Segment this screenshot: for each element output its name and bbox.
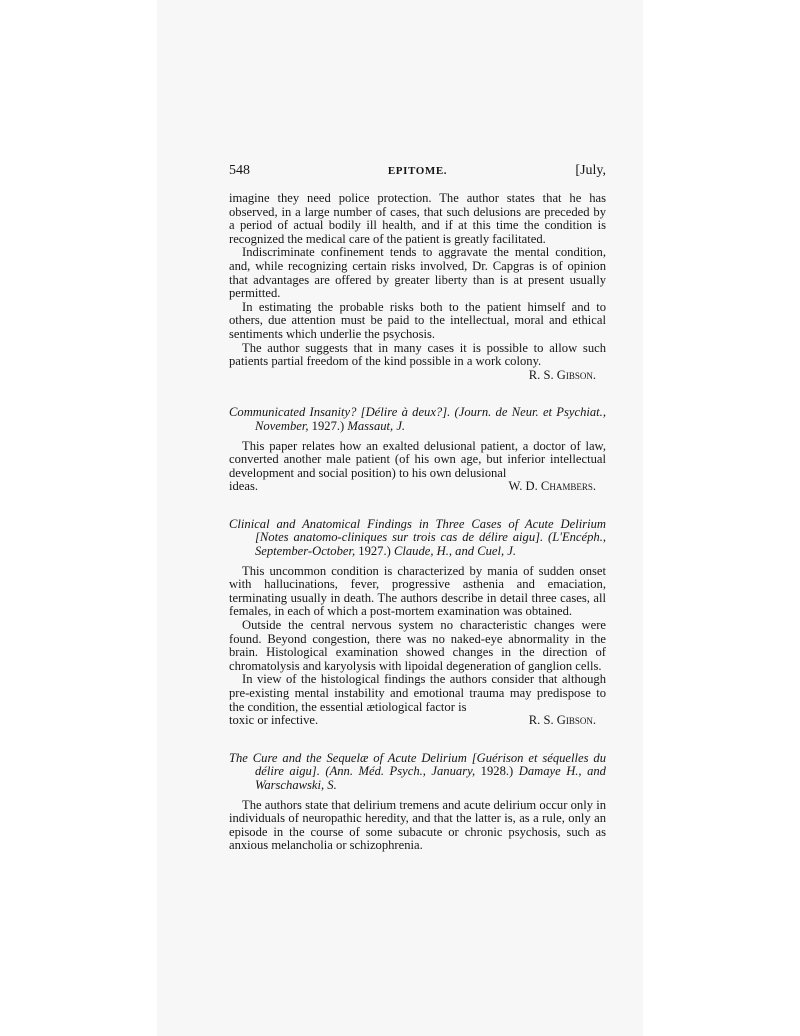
article-authors: Damaye H., and Warschawski, S.: [255, 764, 606, 792]
closing-line: [229, 480, 606, 494]
paragraph: Outside the central nervous system no characteristic changes were found. Beyond congestion, there was no naked-eye abnormality in the brain. Histological examination showed changes in the direction of chromatolysis and karyolysis with lipoidal degeneration of ganglion cells.: [229, 618, 606, 673]
issue-date: [July,: [575, 163, 606, 178]
citation-source: (L'Encéph., September-October,: [255, 530, 606, 559]
running-header: [229, 164, 606, 184]
paragraph: imagine they need police protection. The author states that he has observed, in a large number of cases, that such delusions are preceded by a period of actual bodily ill health, and if at this time the condition is recognized the medical care of the patient is greatly facilitated.: [229, 191, 606, 246]
page-number: 548: [229, 163, 250, 178]
paragraph: This uncommon condition is characterized by mania of sudden onset with hallucinations, fever, progressive asthenia and emaciation, terminating usually in death. The authors describe in detail three cases, all females, in each of which a post-mortem examination was obtained.: [229, 563, 606, 619]
signature: R. S. Gibson.: [528, 367, 596, 382]
paragraph: This paper relates how an exalted delusional patient, a doctor of law, converted another male patient (of his own age, but inferior intellectual development and social position) to his own delusional: [229, 438, 606, 480]
citation-year: 1927.): [358, 544, 391, 559]
citation-source: (Journ. de Neur. et Psychiat., November,: [255, 405, 606, 433]
citation-year: 1927.): [311, 418, 345, 433]
signature: R. S. Gibson.: [528, 713, 596, 728]
paragraph: The author suggests that in many cases it is possible to allow such patients partial freedom of the kind possible in a work colony.: [229, 340, 606, 369]
closing-line: [229, 714, 606, 728]
paragraph: In estimating the probable risks both to the patient himself and to others, due attention must be paid to the intellectual, moral and ethical sentiments which underlie the psychosis.: [229, 299, 606, 341]
article-authors: Massaut, J.: [347, 418, 406, 433]
paragraph: Indiscriminate confinement tends to aggravate the mental condition, and, while recognizing certain risks involved, Dr. Capgras is of opinion that advantages are offered by greater liberty than is at present usually permitted.: [229, 245, 606, 301]
article: [229, 406, 606, 494]
page-content: [229, 164, 606, 853]
title-text: Communicated Insanity? [Délire à deux?].: [229, 405, 451, 420]
citation-source: (Ann. Méd. Psych., January,: [325, 764, 476, 779]
paragraph: The authors state that delirium tremens and acute delirium occur only in individuals of neuropathic heredity, and that the latter is, as a rule, only an episode in the course of some subacute or chronic psychosis, such as anxious melancholia or schizophrenia.: [229, 797, 606, 853]
article-title: [229, 518, 606, 559]
continued-article: [229, 192, 606, 382]
article: [229, 752, 606, 853]
article-title: [229, 752, 606, 793]
article: [229, 518, 606, 728]
article-title: [229, 406, 606, 433]
citation-year: 1928.): [480, 764, 514, 779]
article-authors: Claude, H., and Cuel, J.: [393, 544, 517, 559]
running-title: EPITOME.: [387, 165, 448, 177]
last-line: ideas.: [229, 479, 259, 494]
title-text: The Cure and the Sequelæ of Acute Delirium [Guérison et séquelles du délire aigu].: [229, 750, 606, 779]
title-text: Clinical and Anatomical Findings in Three Cases of Acute Delirium [Notes anatomo-cliniques sur trois cas de délire aigu].: [229, 516, 606, 545]
last-line: toxic or infective.: [229, 713, 319, 728]
paragraph: In view of the histological findings the authors consider that although pre-existing mental instability and emotional trauma may predispose to the condition, the essential ætiological factor is: [229, 672, 606, 714]
signature: W. D. Chambers.: [508, 479, 596, 494]
